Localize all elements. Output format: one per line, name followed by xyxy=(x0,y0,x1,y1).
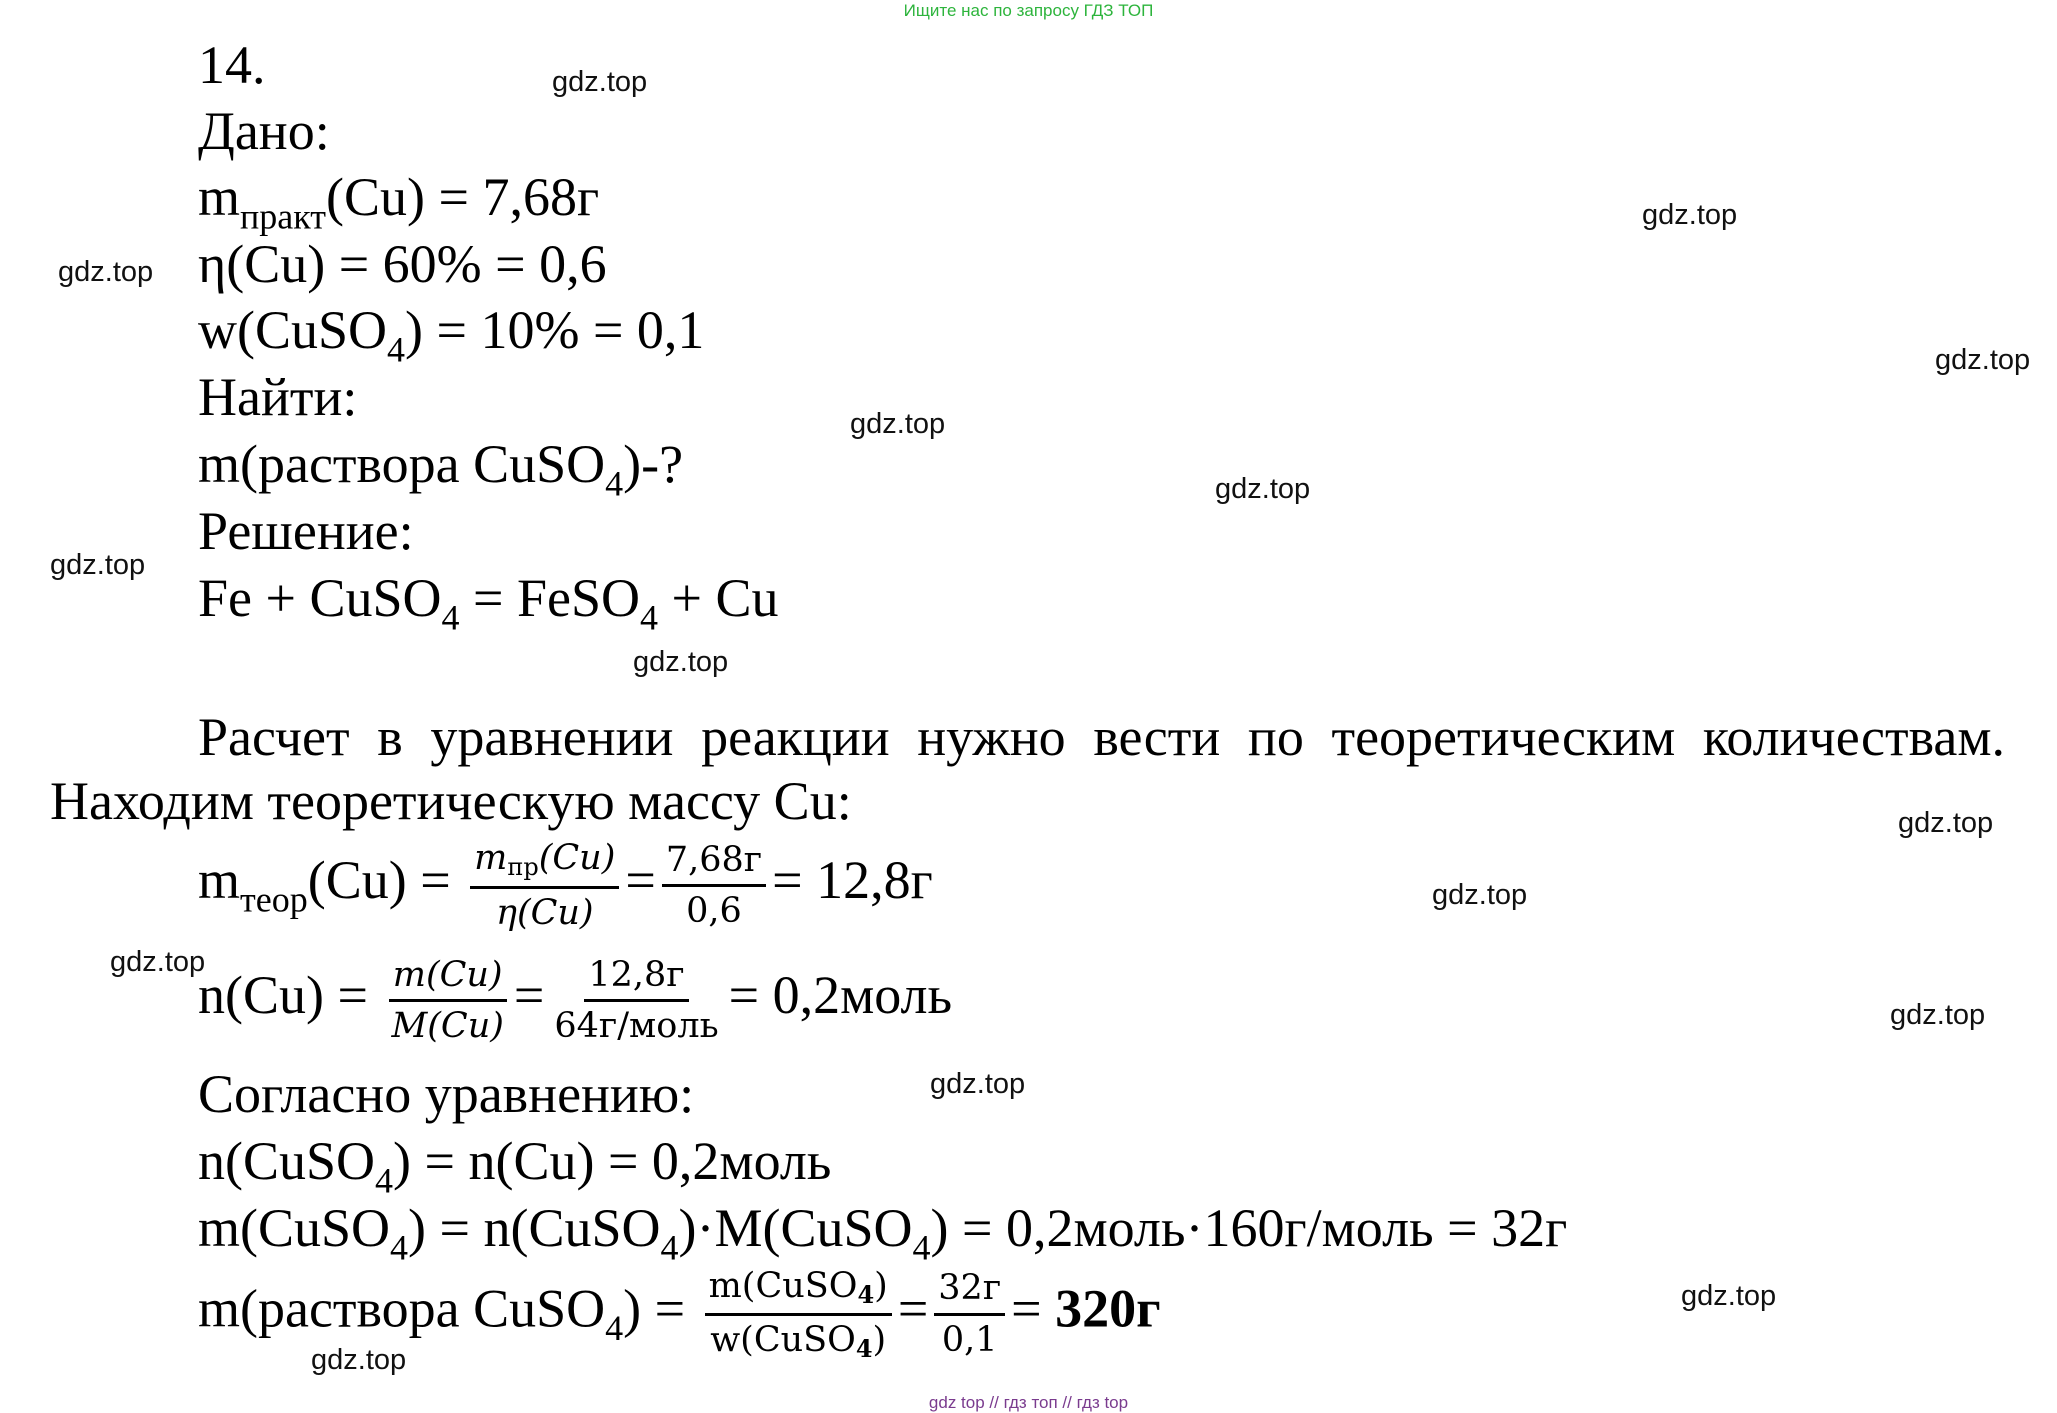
reaction-equation: Fe + CuSO$_4$ = FeSO$_4$ + Cu xyxy=(198,568,779,638)
according-text: Согласно уравнению: xyxy=(198,1064,695,1124)
watermark: gdz.top xyxy=(850,408,946,440)
fraction-m-over-M: $\frac{m(Cu)}{M(Cu)}$ xyxy=(387,955,507,1047)
watermark: gdz.top xyxy=(1890,999,1986,1031)
fraction-m-over-w: $\frac{\text{m(CuSO4)}}{\text{w(CuSO4)}}$ xyxy=(705,1266,892,1362)
given-mass-practical: $m_{практ}(Cu) = 7,68г$ xyxy=(198,167,600,237)
bottom-banner[interactable]: gdz top // гдз топ // гдз top xyxy=(928,1393,1129,1412)
fraction-values: $\frac{7,68г}{0,6}$ xyxy=(662,840,766,932)
watermark: gdz.top xyxy=(930,1068,1026,1100)
solution-header: Решение: xyxy=(198,501,414,561)
watermark: gdz.top xyxy=(1642,199,1738,231)
watermark: gdz.top xyxy=(552,66,648,98)
fraction-values: $\frac{32г}{0,1}$ xyxy=(934,1268,1005,1360)
watermark: gdz.top xyxy=(633,646,729,678)
watermark: gdz.top xyxy=(50,549,146,581)
task-number: 14. xyxy=(198,35,266,95)
watermark: gdz.top xyxy=(1935,344,2031,376)
explanation-paragraph: Расчет в уравнении реакции нужно вести по теоретическим количествам. Находим теоретическую массу Cu: xyxy=(50,707,2005,831)
theoretical-mass-equation: $m_{теор}(Cu)$ = $\frac{\text{mпр(Cu)}}{\eta(Cu)}$ = $\frac{7,68г}{0,6}$ = 12,8г xyxy=(198,838,933,933)
fraction-m-over-eta: $\frac{\text{mпр(Cu)}}{\eta(Cu)}$ xyxy=(470,838,619,933)
given-mass-fraction: w(CuSO$_4$) = 10% = 0,1 xyxy=(198,300,705,370)
watermark: gdz.top xyxy=(110,946,206,978)
moles-cu-equation: n(Cu) = $\frac{m(Cu)}{M(Cu)}$ = $\frac{12,8г}{\text{64г/моль}}$ = 0,2моль xyxy=(198,955,953,1047)
top-banner[interactable]: Ищите нас по запросу ГДЗ ТОП xyxy=(903,1,1154,20)
given-header: Дано: xyxy=(198,101,330,161)
watermark: gdz.top xyxy=(1898,807,1994,839)
fraction-values: $\frac{12,8г}{\text{64г/моль}}$ xyxy=(554,955,719,1047)
watermark: gdz.top xyxy=(58,256,154,288)
watermark: gdz.top xyxy=(1432,879,1528,911)
find-item: m(раствора CuSO$_4$)-? xyxy=(198,434,684,504)
watermark: gdz.top xyxy=(1681,1280,1777,1312)
final-answer: 320г xyxy=(1055,1278,1161,1339)
moles-cuso4-equation: n(CuSO$_4$) = n(Cu) = 0,2моль xyxy=(198,1131,832,1201)
given-yield: η(Cu) = 60% = 0,6 xyxy=(198,234,607,294)
mass-cuso4-equation: m(CuSO$_4$) = n(CuSO$_4$)·M(CuSO$_4$) = 0,2моль·160г/моль = 32г xyxy=(198,1198,1568,1268)
solution-mass-equation: m(раствора CuSO$_4$) = $\frac{\text{m(CuSO4)}}{\text{w(CuSO4)}}$ = $\frac{32г}{0,1}$ = 320г xyxy=(198,1266,1161,1363)
find-header: Найти: xyxy=(198,367,358,427)
watermark: gdz.top xyxy=(1215,473,1311,505)
watermark: gdz.top xyxy=(311,1344,407,1376)
